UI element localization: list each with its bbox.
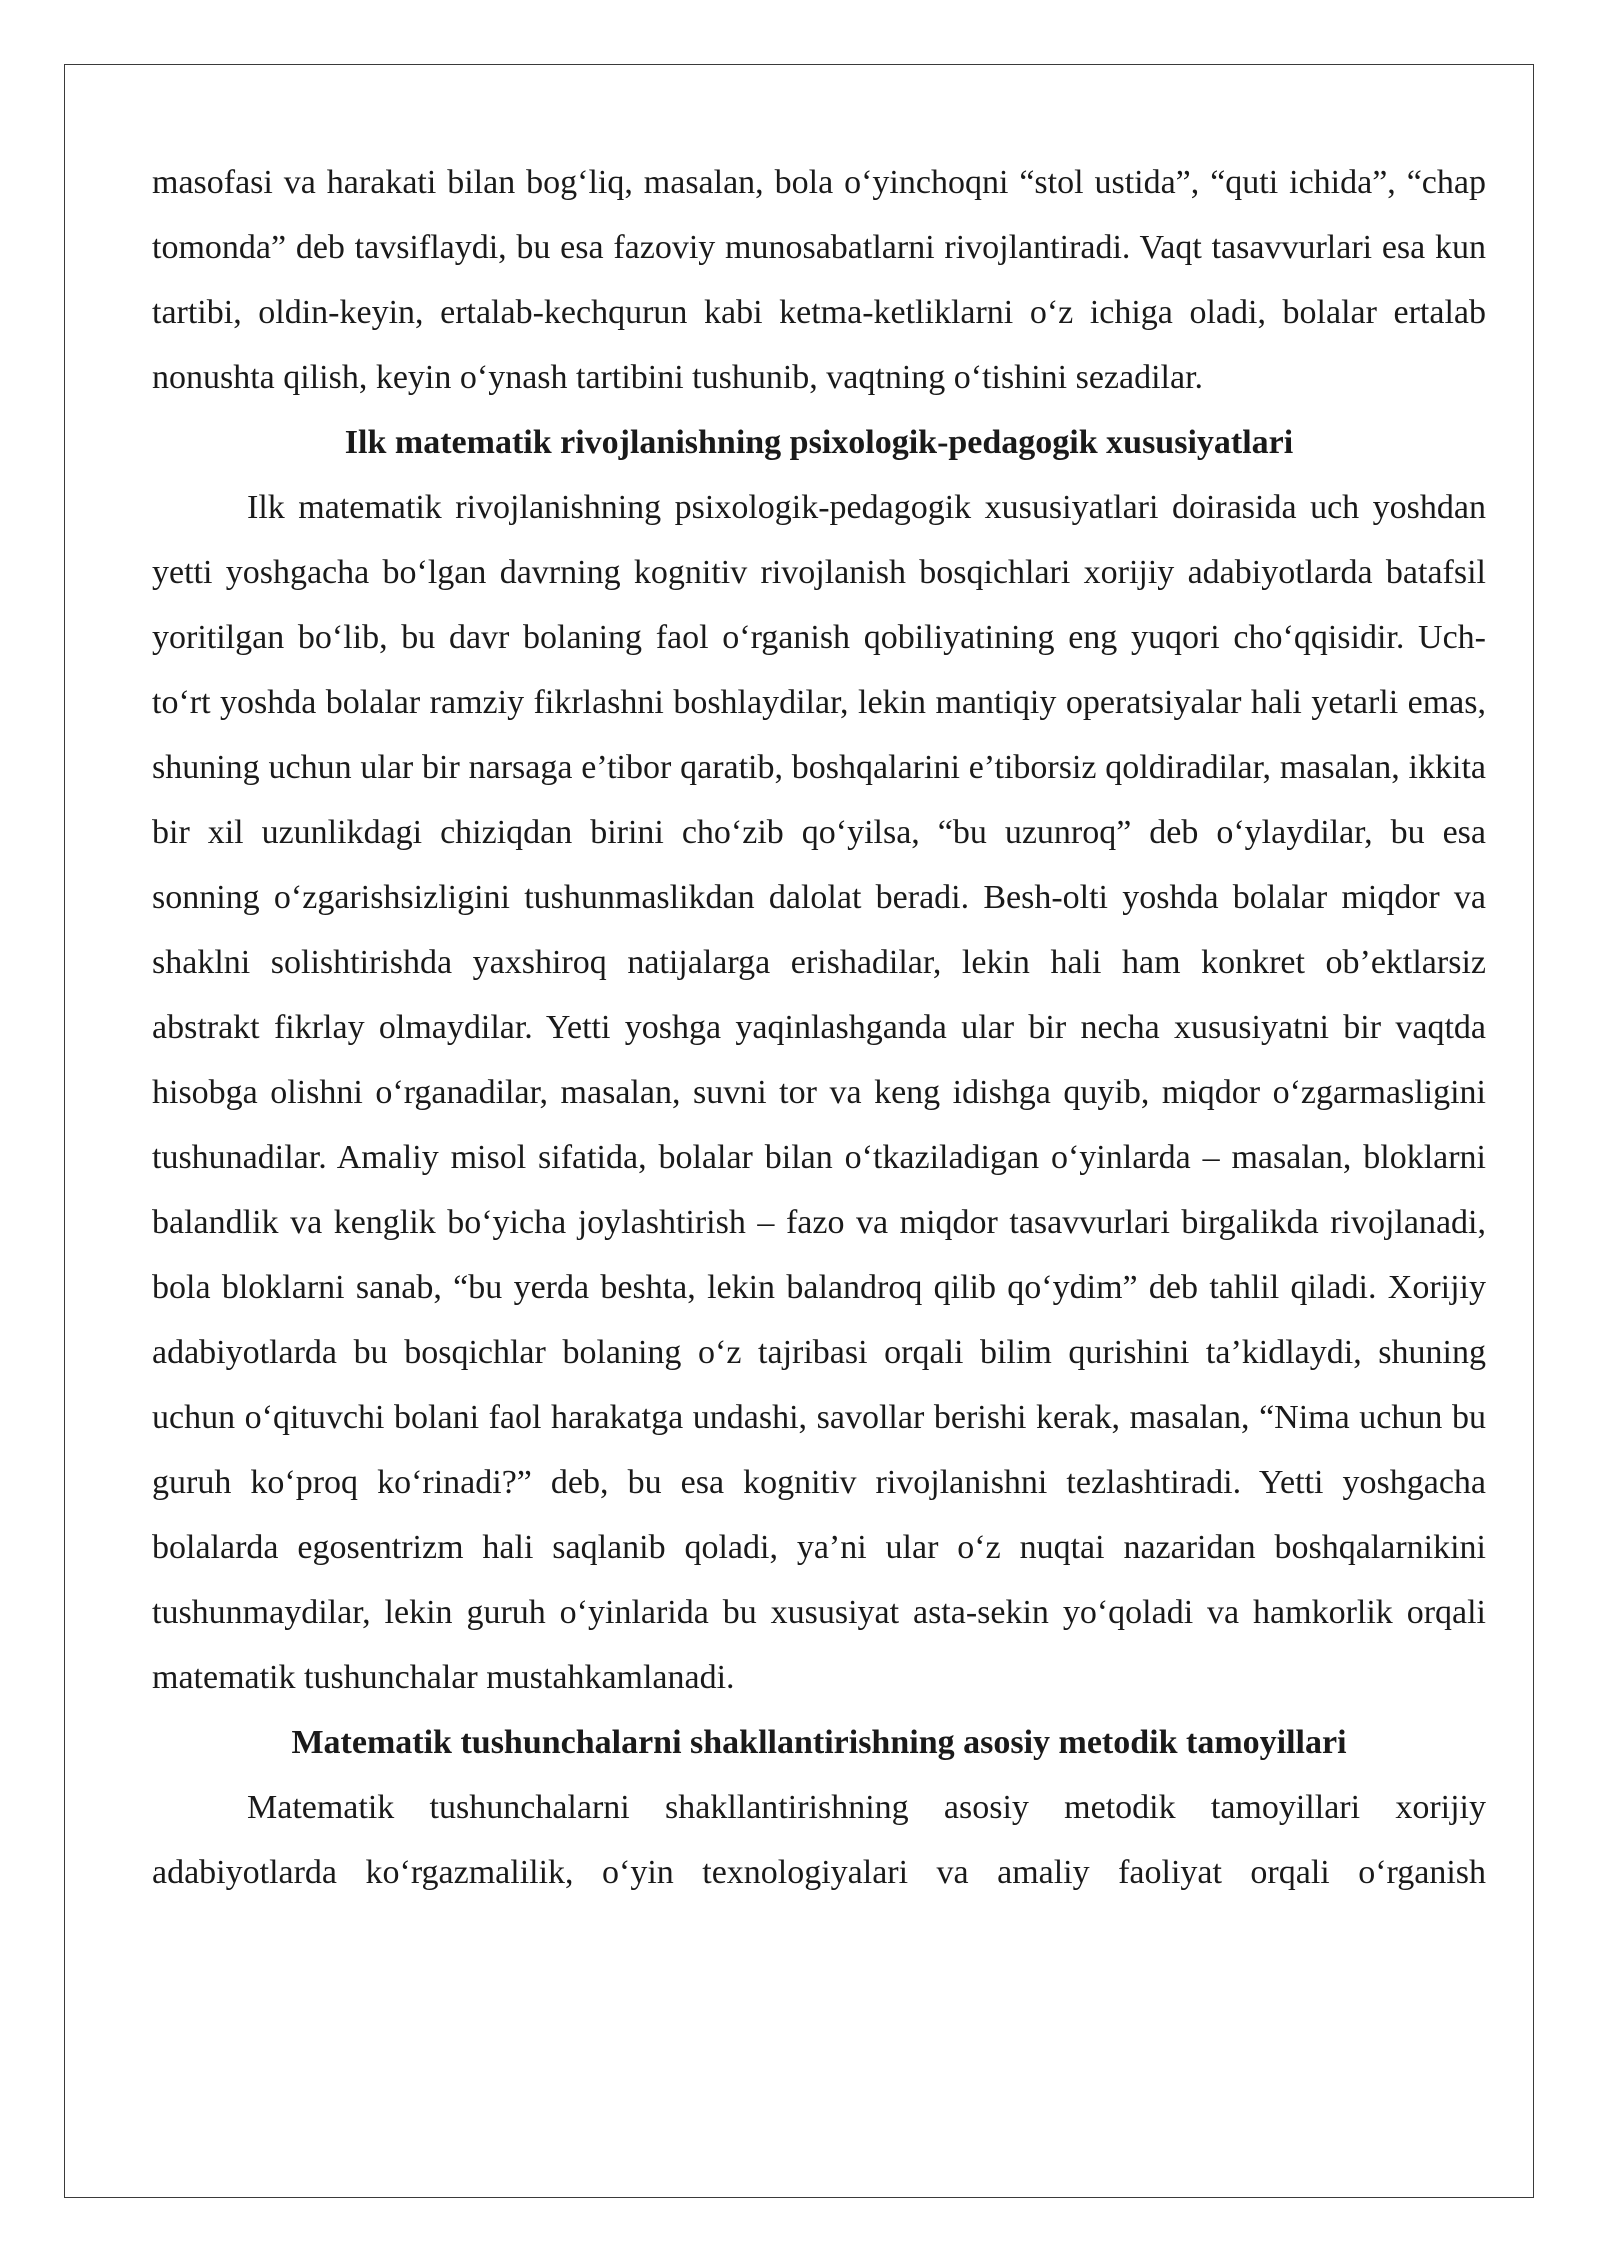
- section-heading-methodical-principles: Matematik tushunchalarni shakllantirishning asosiy metodik tamoyillari: [291, 1724, 1347, 1761]
- continuation-paragraph: masofasi va harakati bilan bog‘liq, masalan, bola o‘yinchoqni “stol ustida”, “quti ichida”, “chap tomonda” deb tavsiflaydi, bu esa fazoviy munosabatlarni rivojlantiradi. Vaqt tasavvurlari esa kun tartibi, oldin-keyin, ertalab-kechqurun kabi ketma-ketliklarni o‘z ichiga oladi, bolalar ertalab nonushta qilish, keyin o‘ynash tartibini tushunib, vaqtning o‘tishini sezadilar.: [152, 164, 1486, 396]
- body-paragraph-methodical-principles: Matematik tushunchalarni shakllantirishning asosiy metodik tamoyillari xorijiy adabiyotlarda ko‘rgazmalilik, o‘yin texnologiyalari va amaliy faoliyat orqali o‘rganish: [152, 1789, 1486, 1891]
- document-body: [152, 150, 1486, 1905]
- section-heading-psychological-pedagogical: Ilk matematik rivojlanishning psixologik-pedagogik xususiyatlari: [344, 424, 1294, 461]
- body-paragraph-psychological-pedagogical: Ilk matematik rivojlanishning psixologik-pedagogik xususiyatlari doirasida uch yoshdan yetti yoshgacha bo‘lgan davrning kognitiv rivojlanish bosqichlari xorijiy adabiyotlarda batafsil yoritilgan bo‘lib, bu davr bolaning faol o‘rganish qobiliyatining eng yuqori cho‘qqisidir. Uch-to‘rt yoshda bolalar ramziy fikrlashni boshlaydilar, lekin mantiqiy operatsiyalar hali yetarli emas, shuning uchun ular bir narsaga e’tibor qaratib, boshqalarini e’tiborsiz qoldiradilar, masalan, ikkita bir xil uzunlikdagi chiziqdan birini cho‘zib qo‘yilsa, “bu uzunroq” deb o‘ylaydilar, bu esa sonning o‘zgarishsizligini tushunmaslikdan dalolat beradi. Besh-olti yoshda bolalar miqdor va shaklni solishtirishda yaxshiroq natijalarga erishadilar, lekin hali ham konkret ob’ektlarsiz abstrakt fikrlay olmaydilar. Yetti yoshga yaqinlashganda ular bir necha xususiyatni bir vaqtda hisobga olishni o‘rganadilar, masalan, suvni tor va keng idishga quyib, miqdor o‘zgarmasligini tushunadilar. Amaliy misol sifatida, bolalar bilan o‘tkaziladigan o‘yinlarda – masalan, bloklarni balandlik va kenglik bo‘yicha joylashtirish – fazo va miqdor tasavvurlari birgalikda rivojlanadi, bola bloklarni sanab, “bu yerda beshta, lekin balandroq qilib qo‘ydim” deb tahlil qiladi. Xorijiy adabiyotlarda bu bosqichlar bolaning o‘z tajribasi orqali bilim qurishini ta’kidlaydi, shuning uchun o‘qituvchi bolani faol harakatga undashi, savollar berishi kerak, masalan, “Nima uchun bu guruh ko‘proq ko‘rinadi?” deb, bu esa kognitiv rivojlanishni tezlashtiradi. Yetti yoshgacha bolalarda egosentrizm hali saqlanib qoladi, ya’ni ular o‘z nuqtai nazaridan boshqalarnikini tushunmaydilar, lekin guruh o‘yinlarida bu xususiyat asta-sekin yo‘qoladi va hamkorlik orqali matematik tushunchalar mustahkamlanadi.: [152, 489, 1486, 1696]
